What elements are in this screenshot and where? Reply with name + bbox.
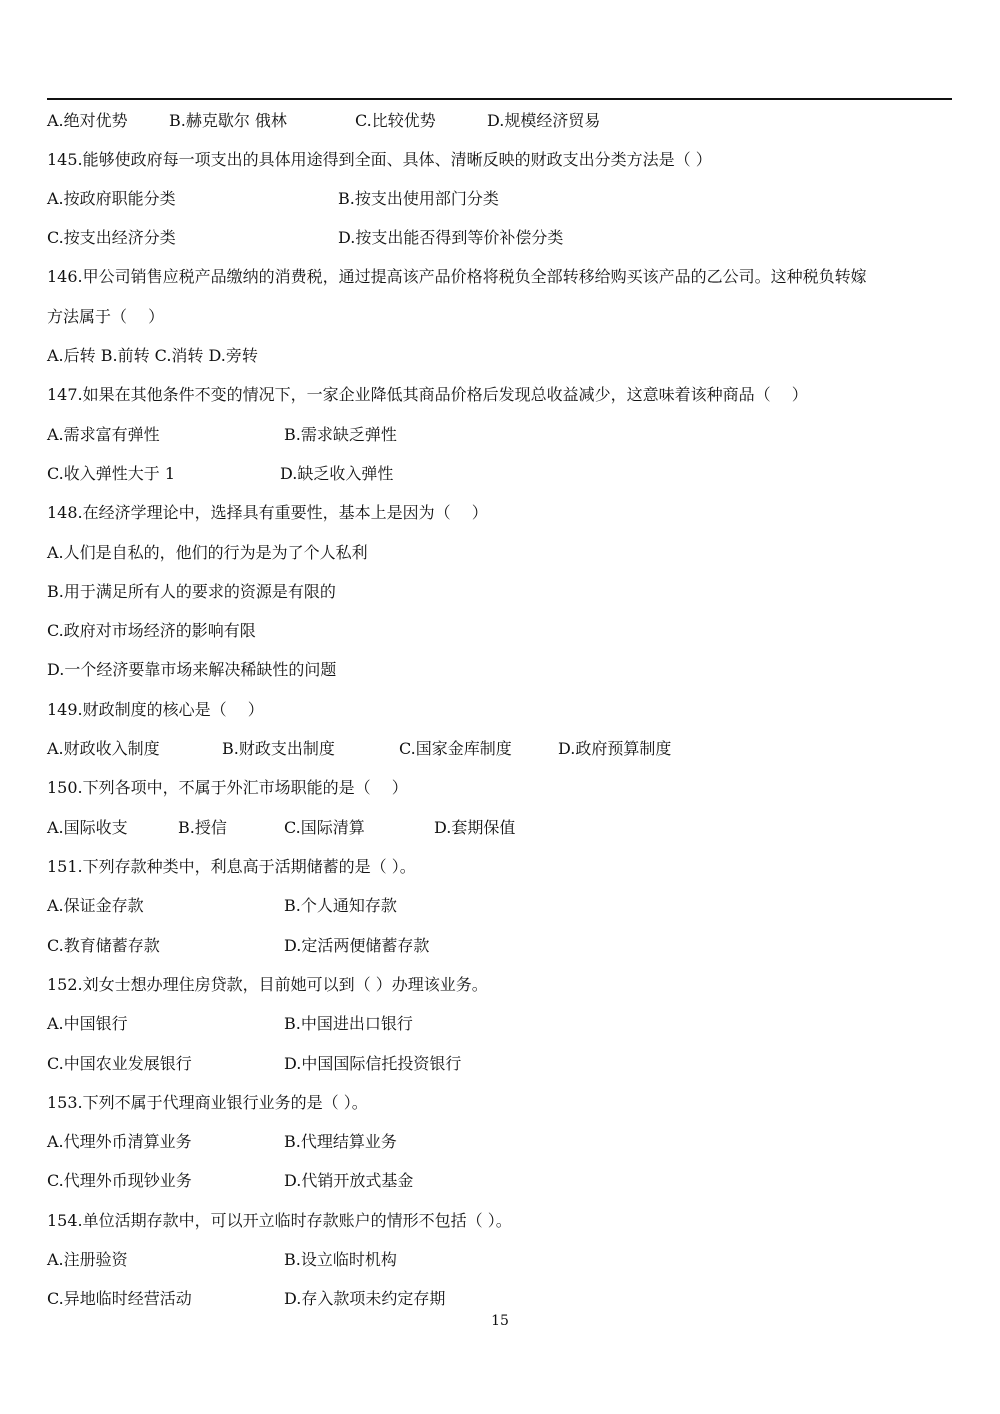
- option-b: B.财政支出制度: [222, 739, 335, 758]
- question-149: 149.财政制度的核心是（ ）: [47, 700, 264, 719]
- question-146-line-2: 方法属于（ ）: [47, 307, 165, 326]
- question-151: 151.下列存款种类中，利息高于活期储蓄的是（ ）。: [47, 857, 416, 876]
- option-b: B.需求缺乏弹性: [284, 425, 397, 444]
- option-c: C.中国农业发展银行: [47, 1054, 192, 1073]
- option-b: B.赫克歇尔 俄林: [169, 111, 287, 130]
- option-b: B.设立临时机构: [284, 1250, 397, 1269]
- question-154: 154.单位活期存款中，可以开立临时存款账户的情形不包括（ ）。: [47, 1211, 512, 1230]
- option-a: A.财政收入制度: [47, 739, 160, 758]
- option-c: C.教育储蓄存款: [47, 936, 160, 955]
- option-b: B.个人通知存款: [284, 896, 397, 915]
- option-c: C.异地临时经营活动: [47, 1289, 192, 1308]
- option-d: D.存入款项未约定存期: [284, 1289, 446, 1308]
- option-a: A.代理外币清算业务: [47, 1132, 192, 1151]
- page-number: 15: [491, 1313, 509, 1329]
- option-c: C.按支出经济分类: [47, 228, 176, 247]
- header-rule: [47, 98, 952, 100]
- question-146-line-1: 146.甲公司销售应税产品缴纳的消费税，通过提高该产品价格将税负全部转移给购买该产品的乙公司。这种税负转嫁: [47, 267, 867, 286]
- option-b: B.按支出使用部门分类: [338, 189, 499, 208]
- option-c: C.代理外币现钞业务: [47, 1171, 192, 1190]
- option-a: A.国际收支: [47, 818, 128, 837]
- option-c: C.政府对市场经济的影响有限: [47, 621, 256, 640]
- option-a: A.人们是自私的，他们的行为是为了个人私利: [47, 543, 368, 562]
- option-d: D.套期保值: [434, 818, 516, 837]
- option-a: A.保证金存款: [47, 896, 144, 915]
- question-153: 153.下列不属于代理商业银行业务的是（ ）。: [47, 1093, 368, 1112]
- option-d: D.政府预算制度: [558, 739, 672, 758]
- option-d: D.一个经济要靠市场来解决稀缺性的问题: [47, 660, 337, 679]
- question-148: 148.在经济学理论中，选择具有重要性，基本上是因为（ ）: [47, 503, 488, 522]
- option-c: C.国际清算: [284, 818, 365, 837]
- option-a: A.按政府职能分类: [47, 189, 176, 208]
- option-d: D.按支出能否得到等价补偿分类: [338, 228, 564, 247]
- question-146-options: A.后转 B.前转 C.消转 D.旁转: [47, 346, 258, 365]
- option-d: D.代销开放式基金: [284, 1171, 414, 1190]
- option-d: D.中国国际信托投资银行: [284, 1054, 462, 1073]
- option-a: A.绝对优势: [47, 111, 128, 130]
- option-b: B.代理结算业务: [284, 1132, 397, 1151]
- question-152: 152.刘女士想办理住房贷款，目前她可以到（ ）办理该业务。: [47, 975, 488, 994]
- question-145: 145.能够使政府每一项支出的具体用途得到全面、具体、清晰反映的财政支出分类方法是（ ）: [47, 150, 712, 169]
- option-d: D.规模经济贸易: [487, 111, 601, 130]
- option-b: B.授信: [178, 818, 227, 837]
- option-d: D.定活两便储蓄存款: [284, 936, 430, 955]
- question-150: 150.下列各项中，不属于外汇市场职能的是（ ）: [47, 778, 408, 797]
- option-c: C.国家金库制度: [399, 739, 512, 758]
- question-147: 147.如果在其他条件不变的情况下，一家企业降低其商品价格后发现总收益减少，这意味着该种商品（ ）: [47, 385, 808, 404]
- option-c: C.比较优势: [355, 111, 436, 130]
- option-c: C.收入弹性大于 1: [47, 464, 176, 483]
- option-a: A.中国银行: [47, 1014, 128, 1033]
- option-a: A.注册验资: [47, 1250, 128, 1269]
- option-a: A.需求富有弹性: [47, 425, 160, 444]
- option-b: B.用于满足所有人的要求的资源是有限的: [47, 582, 336, 601]
- option-b: B.中国进出口银行: [284, 1014, 413, 1033]
- option-d: D.缺乏收入弹性: [280, 464, 394, 483]
